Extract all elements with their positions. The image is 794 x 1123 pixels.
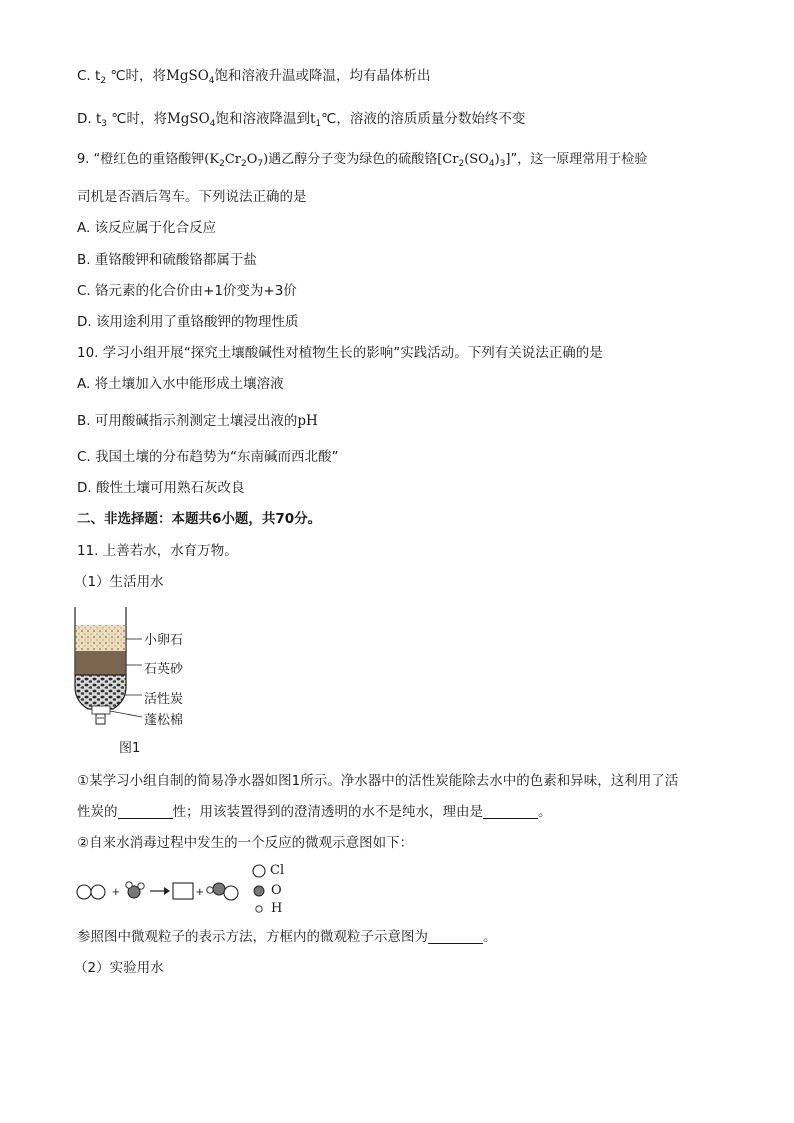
legend-o-icon <box>254 886 264 896</box>
cl-atom <box>224 886 238 900</box>
label-cotton: 蓬松棉 <box>144 713 184 728</box>
question-11-part2: ②自来水消毒过程中发生的一个反应的微观示意图如下： <box>77 835 414 851</box>
option-9a: A. 该反应属于化合反应 <box>77 220 217 236</box>
formula: O <box>246 152 258 167</box>
legend-cl-icon <box>253 865 265 877</box>
legend-o-label: O <box>271 883 282 898</box>
formula: MgSO <box>166 111 210 127</box>
question-10-stem: 10. 学习小组开展“探究土壤酸碱性对植物生长的影响”实践活动。下列有关说法正确的是 <box>77 345 603 361</box>
question-9-stem-line2: 司机是否酒后驾车。下列说法正确的是 <box>77 189 307 205</box>
answer-box[interactable] <box>173 883 193 899</box>
option-8c <box>77 66 431 91</box>
h-atom <box>207 887 213 893</box>
formula: ) <box>494 152 500 167</box>
legend-h-label: H <box>271 901 283 916</box>
svg-text:+: + <box>196 884 204 899</box>
question-11-part2-question <box>77 927 497 947</box>
label-activated-carbon: 活性炭 <box>144 692 184 707</box>
question-11-part1-line1: ①某学习小组自制的简易净水器如图1所示。净水器中的活性炭能除去水中的色素和异味，这利用了活 <box>77 773 679 789</box>
subscript: 2 <box>458 159 465 169</box>
subscript: 1 <box>315 119 322 129</box>
subquestion-2: （2）实验用水 <box>74 960 164 976</box>
option-10a: A. 将土壤加入水中能形成土壤溶液 <box>77 376 284 392</box>
formula: MgSO <box>166 68 209 84</box>
sand-layer <box>76 651 126 675</box>
cl-atom <box>77 885 91 899</box>
legend-h-icon <box>256 906 262 912</box>
text: 饱和溶液升温或降温，均有晶体析出 <box>214 68 431 84</box>
text: 遇乙醇分子变为绿色的硫酸铬 <box>268 152 438 167</box>
subscript: 2 <box>240 159 247 169</box>
option-9c: C. 铬元素的化合价由+1价变为+3价 <box>77 283 297 299</box>
text: 。 <box>538 804 552 820</box>
cl-atom <box>91 885 105 899</box>
subscript: 2 <box>219 159 225 169</box>
o-atom <box>213 883 225 895</box>
legend-cl-label: Cl <box>270 863 285 878</box>
h-atom <box>126 882 132 888</box>
text: ℃，溶液的溶质质量分数始终不变 <box>321 111 526 127</box>
option-10d: D. 酸性土壤可用熟石灰改良 <box>77 480 245 496</box>
text: 性；用该装置得到的澄清透明的水不是纯水，理由是 <box>172 804 483 820</box>
answer-blank[interactable] <box>428 929 483 944</box>
carbon-layer <box>75 675 126 709</box>
text: ℃时，将 <box>106 68 166 84</box>
subscript: 4 <box>209 119 216 129</box>
subscript: 3 <box>101 119 108 129</box>
label-quartz-sand: 石英砂 <box>144 662 184 677</box>
water-purifier-figure <box>68 605 198 760</box>
svg-text:+: + <box>112 884 120 899</box>
option-prefix: D. t <box>77 111 102 127</box>
question-11-stem: 11. 上善若水，水育万物。 <box>77 543 238 559</box>
option-9d: D. 该用途利用了重铬酸钾的物理性质 <box>77 314 299 330</box>
formula: t <box>309 111 316 127</box>
text: 参照图中微观粒子的表示方法，方框内的微观粒子示意图为 <box>77 929 428 945</box>
text: ℃时，将 <box>107 111 167 127</box>
cotton-layer <box>92 706 110 714</box>
answer-blank[interactable] <box>118 804 173 819</box>
subscript: 4 <box>208 76 215 86</box>
subscript: 2 <box>100 76 107 86</box>
subscript: 7 <box>257 159 264 169</box>
option-8d <box>77 109 525 134</box>
question-9-stem-line1 <box>77 150 647 174</box>
formula: (SO <box>464 152 489 167</box>
text: B. 可用酸碱指示剂测定土壤浸出液的 <box>77 413 298 429</box>
formula: ] <box>505 152 511 167</box>
text: 饱和溶液降温到 <box>215 111 310 127</box>
formula: ) <box>263 152 269 167</box>
option-prefix: C. t <box>77 68 101 84</box>
formula: [Cr <box>437 152 459 167</box>
reaction-micro-diagram <box>74 860 324 920</box>
subscript: 4 <box>488 159 495 169</box>
formula: pH <box>297 413 318 429</box>
question-11-part1-line2 <box>77 802 552 822</box>
option-10b <box>77 411 318 431</box>
text: 。 <box>483 929 497 945</box>
formula: (K <box>204 152 220 167</box>
text: 性炭的 <box>77 804 118 820</box>
section-heading: 二、非选择题：本题共6小题，共70分。 <box>77 511 322 527</box>
subscript: 3 <box>499 159 506 169</box>
pebble-layer <box>76 625 126 651</box>
label-pebbles: 小卵石 <box>144 633 184 648</box>
option-9b: B. 重铬酸钾和硫酸铬都属于盐 <box>77 252 257 268</box>
formula: Cr <box>224 152 241 167</box>
text: 9. “橙红色的重铬酸钾 <box>77 152 205 167</box>
figure-caption: 图1 <box>119 741 141 756</box>
h-atom <box>138 883 144 889</box>
option-10c: C. 我国土壤的分布趋势为“东南碱而西北酸” <box>77 449 339 465</box>
answer-blank[interactable] <box>483 804 538 819</box>
text: ”，这一原理常用于检验 <box>510 152 648 167</box>
reaction-diagram-svg <box>74 860 324 920</box>
subquestion-1: （1）生活用水 <box>74 574 164 590</box>
